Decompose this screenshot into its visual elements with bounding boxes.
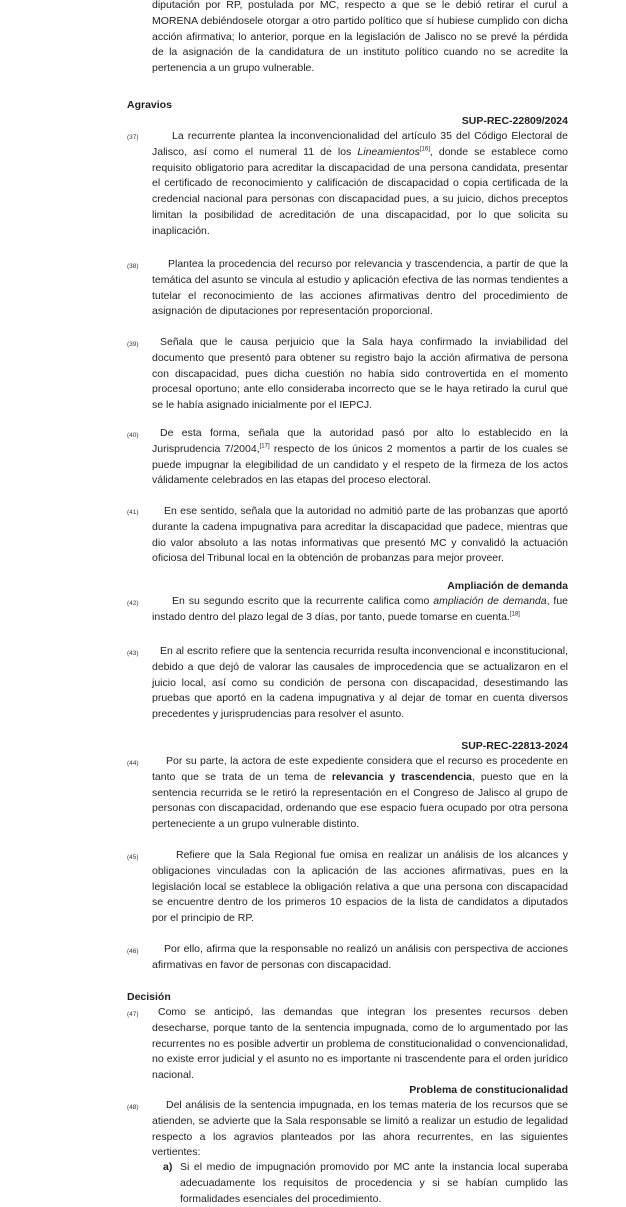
paragraph-40 xyxy=(152,426,568,489)
paragraph-number: (38) xyxy=(127,263,139,270)
paragraph-42-emphasis: ampliación de demanda xyxy=(433,595,547,607)
paragraph-41 xyxy=(152,504,568,567)
paragraph-number: (48) xyxy=(127,1104,139,1111)
paragraph-37-emphasis: Lineamientos xyxy=(357,145,420,158)
paragraph-44-text-a: Por su parte, la actora de este expediente considera que el recurso es procedente en tanto que se trata de un tema de xyxy=(152,755,568,783)
paragraph-number: (45) xyxy=(127,854,139,861)
paragraph-number: (39) xyxy=(127,341,139,348)
paragraph-number: (41) xyxy=(127,509,139,516)
paragraph-46-text: Por ello, afirma que la responsable no realizó un análisis con perspectiva de acciones afirmativas en favor de personas con discapacidad. xyxy=(152,943,568,971)
paragraph-42 xyxy=(152,594,568,626)
agravios-heading: Agravios xyxy=(127,99,172,111)
paragraph-45-text: Refiere que la Sala Regional fue omisa en realizar un análisis de los alcances y obligaciones vinculadas con la aplicación de las acciones afirmativas, pues en la legislación local se establece la obligación relativa a que una persona con discapacidad se encuentre dentro de los primeros 10 espacios de la lista de candidatos a diputados por el principio de RP. xyxy=(152,849,568,925)
paragraph-43-text: En al escrito refiere que la sentencia recurrida resulta inconvencional e inconstitucional, debido a que dejó de valorar las causales de improcedencia que se actualizaron en el juicio local, así como su condición de persona con discapacidad, desestimando las pruebas que aportó en la cadena impugnativa y al dejar de tomar en cuenta diversos precedentes y jurisprudencias para resolver el asunto. xyxy=(152,645,568,721)
list-item-label: a) xyxy=(163,1161,173,1173)
case-heading-22809: SUP-REC-22809/2024 xyxy=(461,115,568,127)
paragraph-46 xyxy=(152,942,568,974)
paragraph-43 xyxy=(152,644,568,723)
case-heading-22813: SUP-REC-22813-2024 xyxy=(461,740,568,752)
ampliacion-heading: Ampliación de demanda xyxy=(447,580,568,592)
paragraph-number: (43) xyxy=(127,650,139,657)
paragraph-44-text-b: , puesto que en la sentencia recurrida se le retiró la representación en el Congreso de Jalisco al grupo de personas con discapacidad, ordenando que ese espacio fuera ocupado por otra persona perteneciente a un grupo vulnerable distinto. xyxy=(152,770,569,831)
paragraph-47 xyxy=(152,1005,568,1084)
paragraph-45 xyxy=(152,848,568,927)
problema-heading: Problema de constitucionalidad xyxy=(409,1084,568,1096)
paragraph-37-text-b: , donde se establece como requisito obligatorio para acreditar la discapacidad de una persona candidata, presentar el certificado de reconocimiento y calificación de discapacidad o copia certificada de la credencial nacional para personas con discapacidad pues, a su juicio, dichos preceptos limitan la posibilidad de acreditación de una discapacidad, por lo que solicita su inaplicación. xyxy=(152,145,568,237)
paragraph-42-text-a: En su segundo escrito que la recurrente califica como xyxy=(172,595,434,607)
footnote-ref-18[interactable]: [18] xyxy=(509,611,520,618)
paragraph-44 xyxy=(152,754,568,833)
paragraph-38 xyxy=(152,257,568,320)
paragraph-39-text: Señala que le causa perjuicio que la Sala haya confirmado la inviabilidad del documento que presentó para obtener su registro bajo la acción afirmativa de persona con discapacidad, pues dicha cuestión no había sido controvertida en el momento procesal oportuno; ante ello consideraba incorrecto que se le haya retirado la curul que se le había asignado inicialmente por el IEPCJ. xyxy=(152,336,568,412)
paragraph-number: (44) xyxy=(127,760,139,767)
paragraph-47-text: Como se anticipó, las demandas que integran los presentes recursos deben desecharse, porque tanto de la sentencia impugnada, como de lo argumentado por las recurrentes no es posible advertir un problema de constitucionalidad o convencionalidad, no existe error judicial y el asunto no es importante ni trascendente para el orden jurídico nacional. xyxy=(152,1006,568,1082)
paragraph-40-text-b: respecto de los únicos 2 momentos a partir de los cuales se puede impugnar la elegibilidad de un candidato y el respeto de la firmeza de los actos válidamente celebrados en las etapas del proceso electoral. xyxy=(152,442,568,487)
intro-paragraph: diputación por RP, postulada por MC, respecto a que se le debió retirar el curul a MORENA debiéndosele otorgar a otro partido político que sí hubiese cumplido con dicha acción afirmativa; lo anterior, porque en la legislación de Jalisco no se prevé la pérdida de la asignación de la candidatura de un instituto político cuando no se acredite la pertenencia a un grupo vulnerable. xyxy=(152,0,568,75)
paragraph-38-text: Plantea la procedencia del recurso por relevancia y trascendencia, a partir de que la temática del asunto se vincula al estudio y aplicación efectiva de las normas tendientes a tutelar el reconocimiento de las acciones afirmativas dentro del procedimiento de asignación de diputaciones por representación proporcional. xyxy=(152,258,568,318)
list-item-a-text: Si el medio de impugnación promovido por MC ante la instancia local superaba adecuadamente los requisitos de procedencia y si se habían cumplido las formalidades esenciales del procedimiento. xyxy=(180,1161,568,1205)
paragraph-40-text-a: De esta forma, señala que la autoridad pasó por alto lo establecido en la Jurisprudencia 7/2004, xyxy=(152,427,568,455)
paragraph-number: (37) xyxy=(127,134,139,141)
footnote-ref-17[interactable]: [17] xyxy=(259,443,270,450)
footnote-ref-16[interactable]: [16] xyxy=(419,146,430,153)
paragraph-42-text-b: , fue instado dentro del plazo legal de 3 días, por tanto, puede tomarse en cuenta. xyxy=(152,595,569,623)
paragraph-number: (42) xyxy=(127,600,139,607)
paragraph-number: (47) xyxy=(127,1011,139,1018)
paragraph-41-text: En ese sentido, señala que la autoridad no admitió parte de las probanzas que aportó durante la cadena impugnativa para acreditar la discapacidad que padece, mientras que dio valor absoluto a las notas informativas que presentó MC y convalidó la actuación oficiosa del Tribunal local en la obtención de probanzas para mejor proveer. xyxy=(152,505,568,565)
paragraph-44-strong: relevancia y trascendencia xyxy=(331,770,472,783)
paragraph-39 xyxy=(152,335,568,414)
decision-heading: Decisión xyxy=(127,991,171,1003)
paragraph-48-text: Del análisis de la sentencia impugnada, en los temas materia de los recursos que se atienden, se advierte que la Sala responsable se limitó a realizar un estudio de legalidad respecto a los agravios planteados por las ahora recurrentes, en las siguientes vertientes: xyxy=(152,1099,568,1159)
paragraph-48 xyxy=(152,1098,568,1161)
paragraph-37 xyxy=(152,129,568,240)
paragraph-number: (46) xyxy=(127,948,139,955)
paragraph-number: (40) xyxy=(127,432,139,439)
paragraph-37-text-a: La recurrente plantea la inconvencionalidad del artículo 35 del Código Electoral de Jalisco, así como el numeral 11 de los xyxy=(152,130,568,158)
